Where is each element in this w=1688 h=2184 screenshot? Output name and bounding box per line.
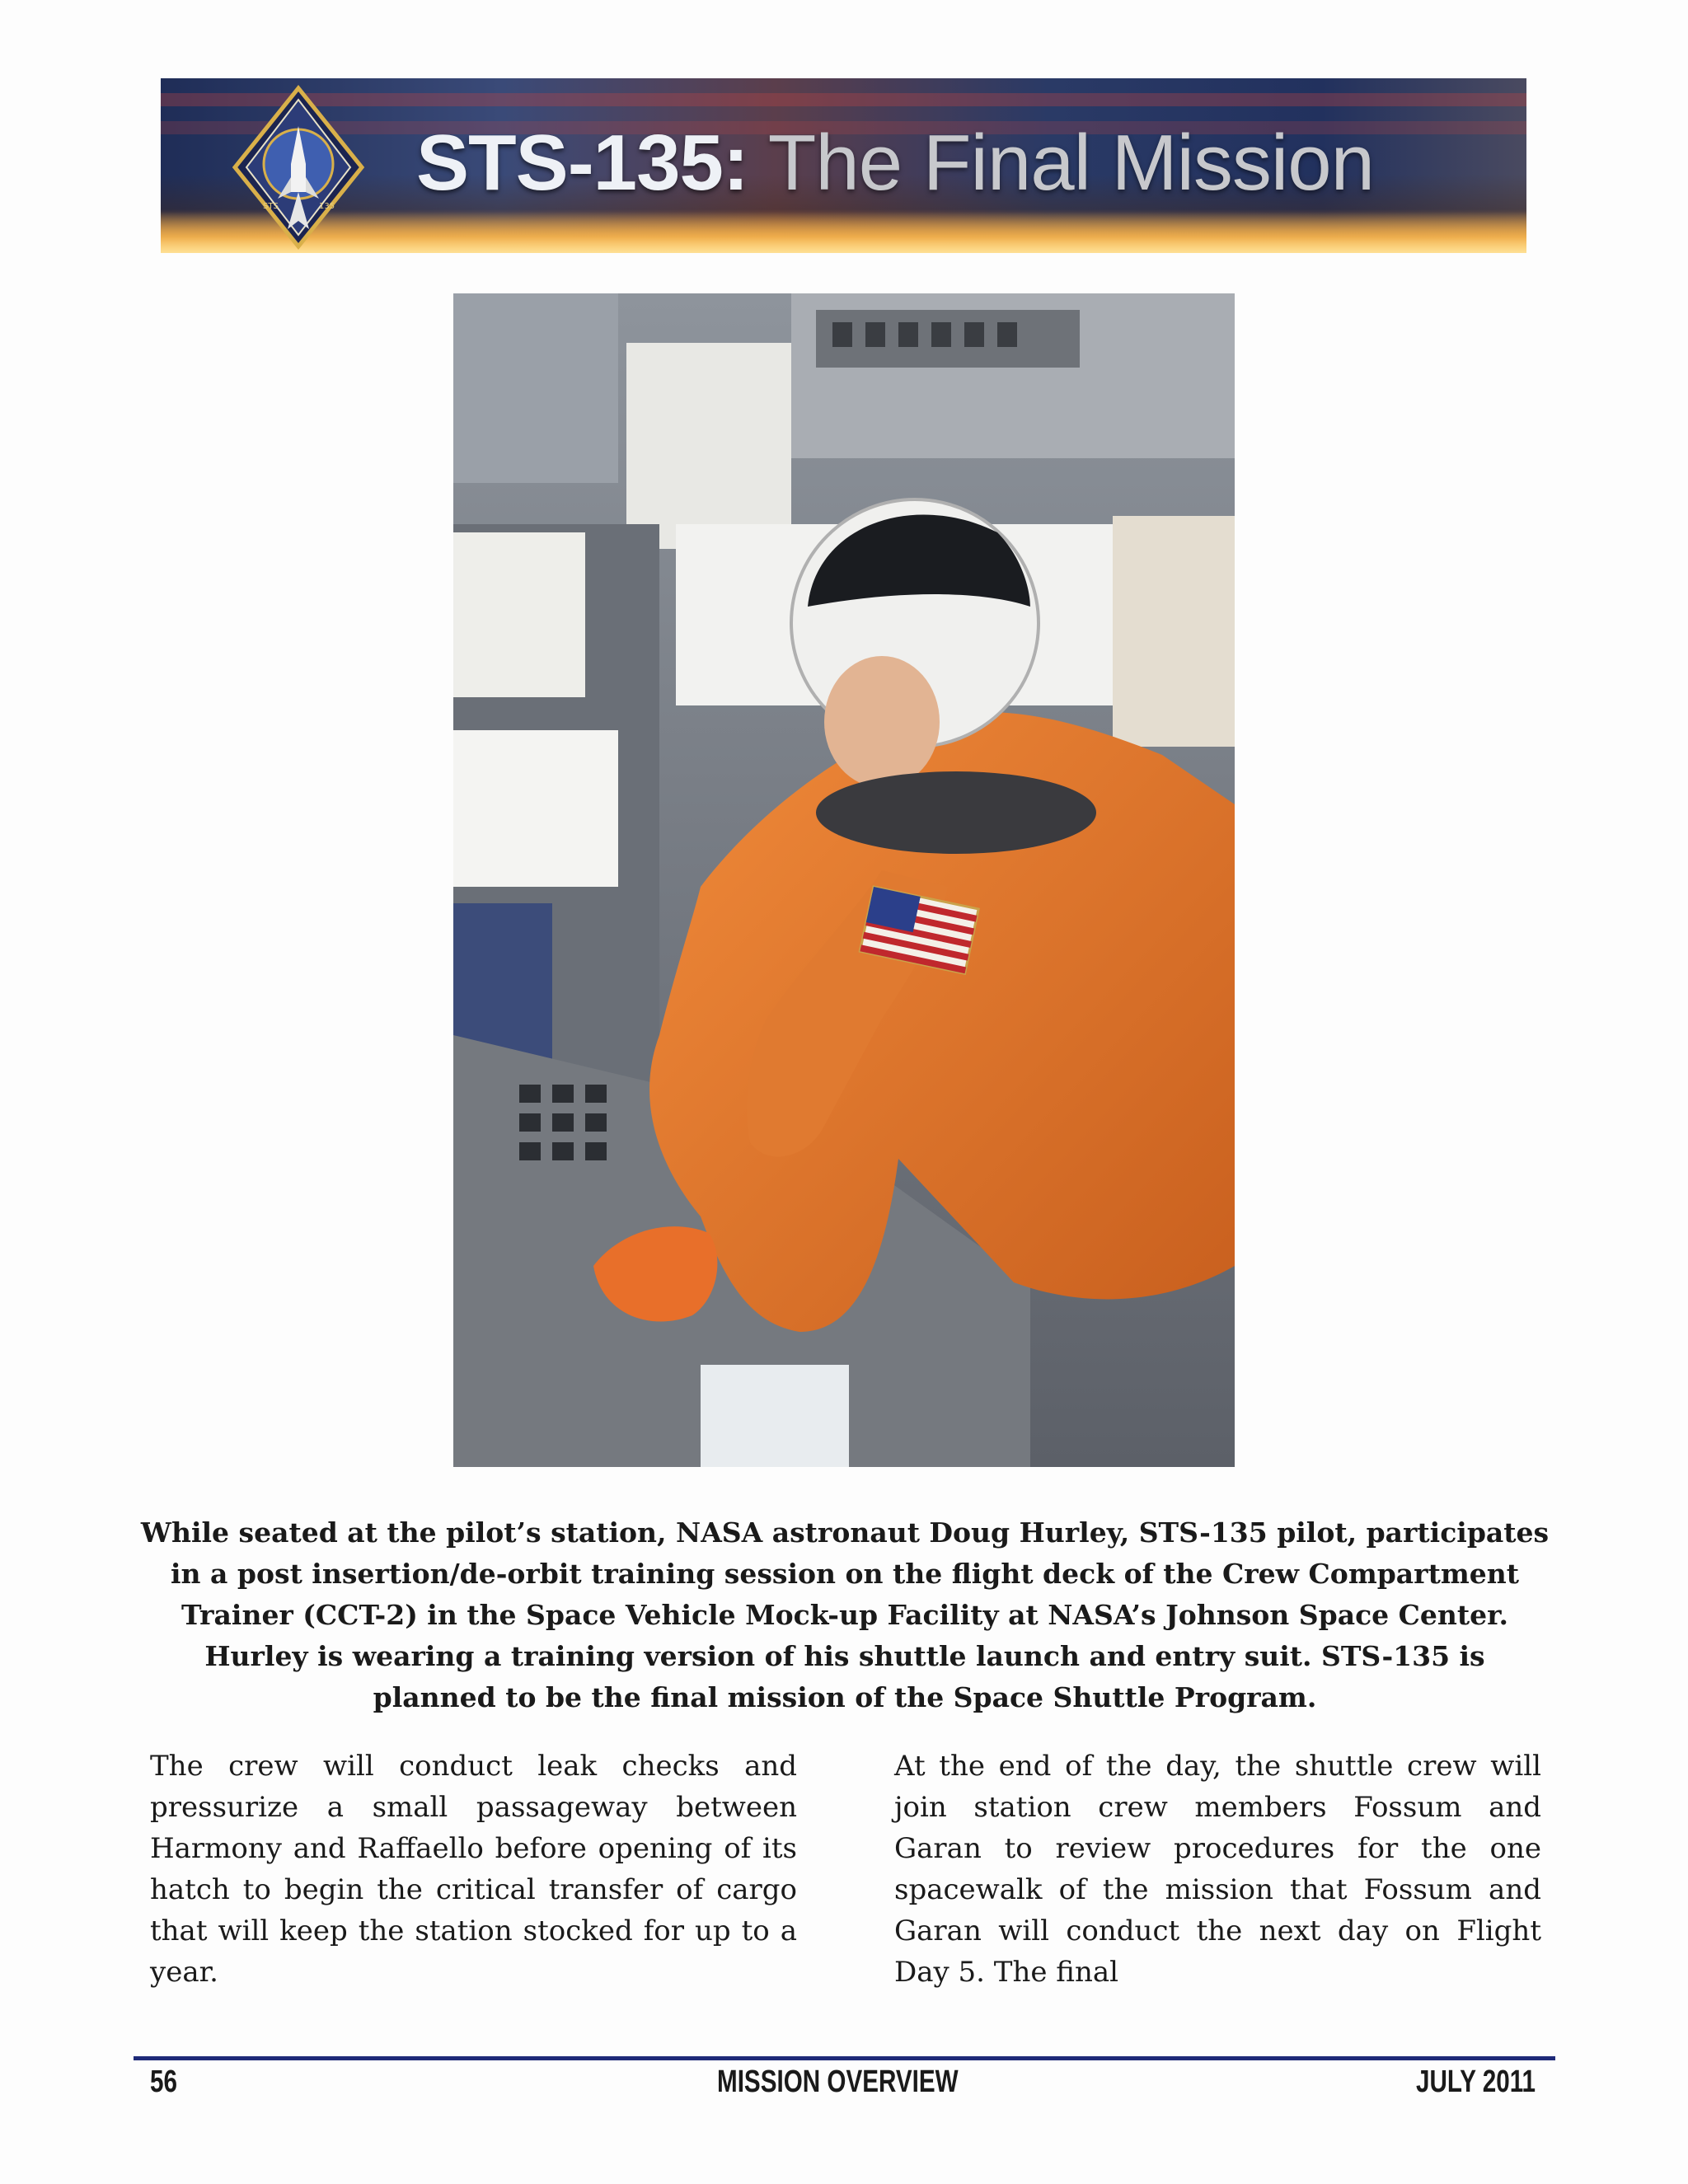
section-title: MISSION OVERVIEW bbox=[717, 2064, 959, 2099]
banner-title-light: The Final Mission bbox=[767, 119, 1374, 207]
body-column-right: At the end of the day, the shuttle crew will join station crew members Fossum and Garan to review procedures for the one spacewalk of the mission that Fossum and Garan will conduct the next day on Flight Day 5. The final bbox=[894, 1750, 1541, 1989]
svg-text:STS: STS bbox=[263, 202, 279, 211]
astronaut-photo bbox=[453, 293, 1235, 1467]
header-banner bbox=[161, 78, 1526, 253]
publication-date: JULY 2011 bbox=[1416, 2064, 1536, 2099]
mission-patch-logo bbox=[228, 85, 368, 250]
banner-title-bold: STS-135: bbox=[416, 119, 748, 207]
banner-title bbox=[416, 118, 1374, 209]
body-column-left: The crew will conduct leak checks and pressurize a small passageway between Harmony and Raffaello before opening of its hatch to begin the critical transfer of cargo that will keep the station stocked for up to a year. bbox=[150, 1750, 797, 1989]
page-number: 56 bbox=[150, 2064, 177, 2099]
footer-rule bbox=[134, 2056, 1555, 2060]
svg-text:135: 135 bbox=[319, 202, 335, 211]
photo-caption: While seated at the pilot’s station, NASA astronaut Doug Hurley, STS-135 pilot, participates in a post insertion/de-orbit training session on the flight deck of the Crew Compartment Trainer (CCT-2) in the Space Vehicle Mock-up Facility at NASA’s Johnson Space Center. Hurley is wearing a training version of his shuttle launch and entry suit. STS-135 is planned to be the final mission of the Space Shuttle Program. bbox=[140, 1516, 1550, 1713]
